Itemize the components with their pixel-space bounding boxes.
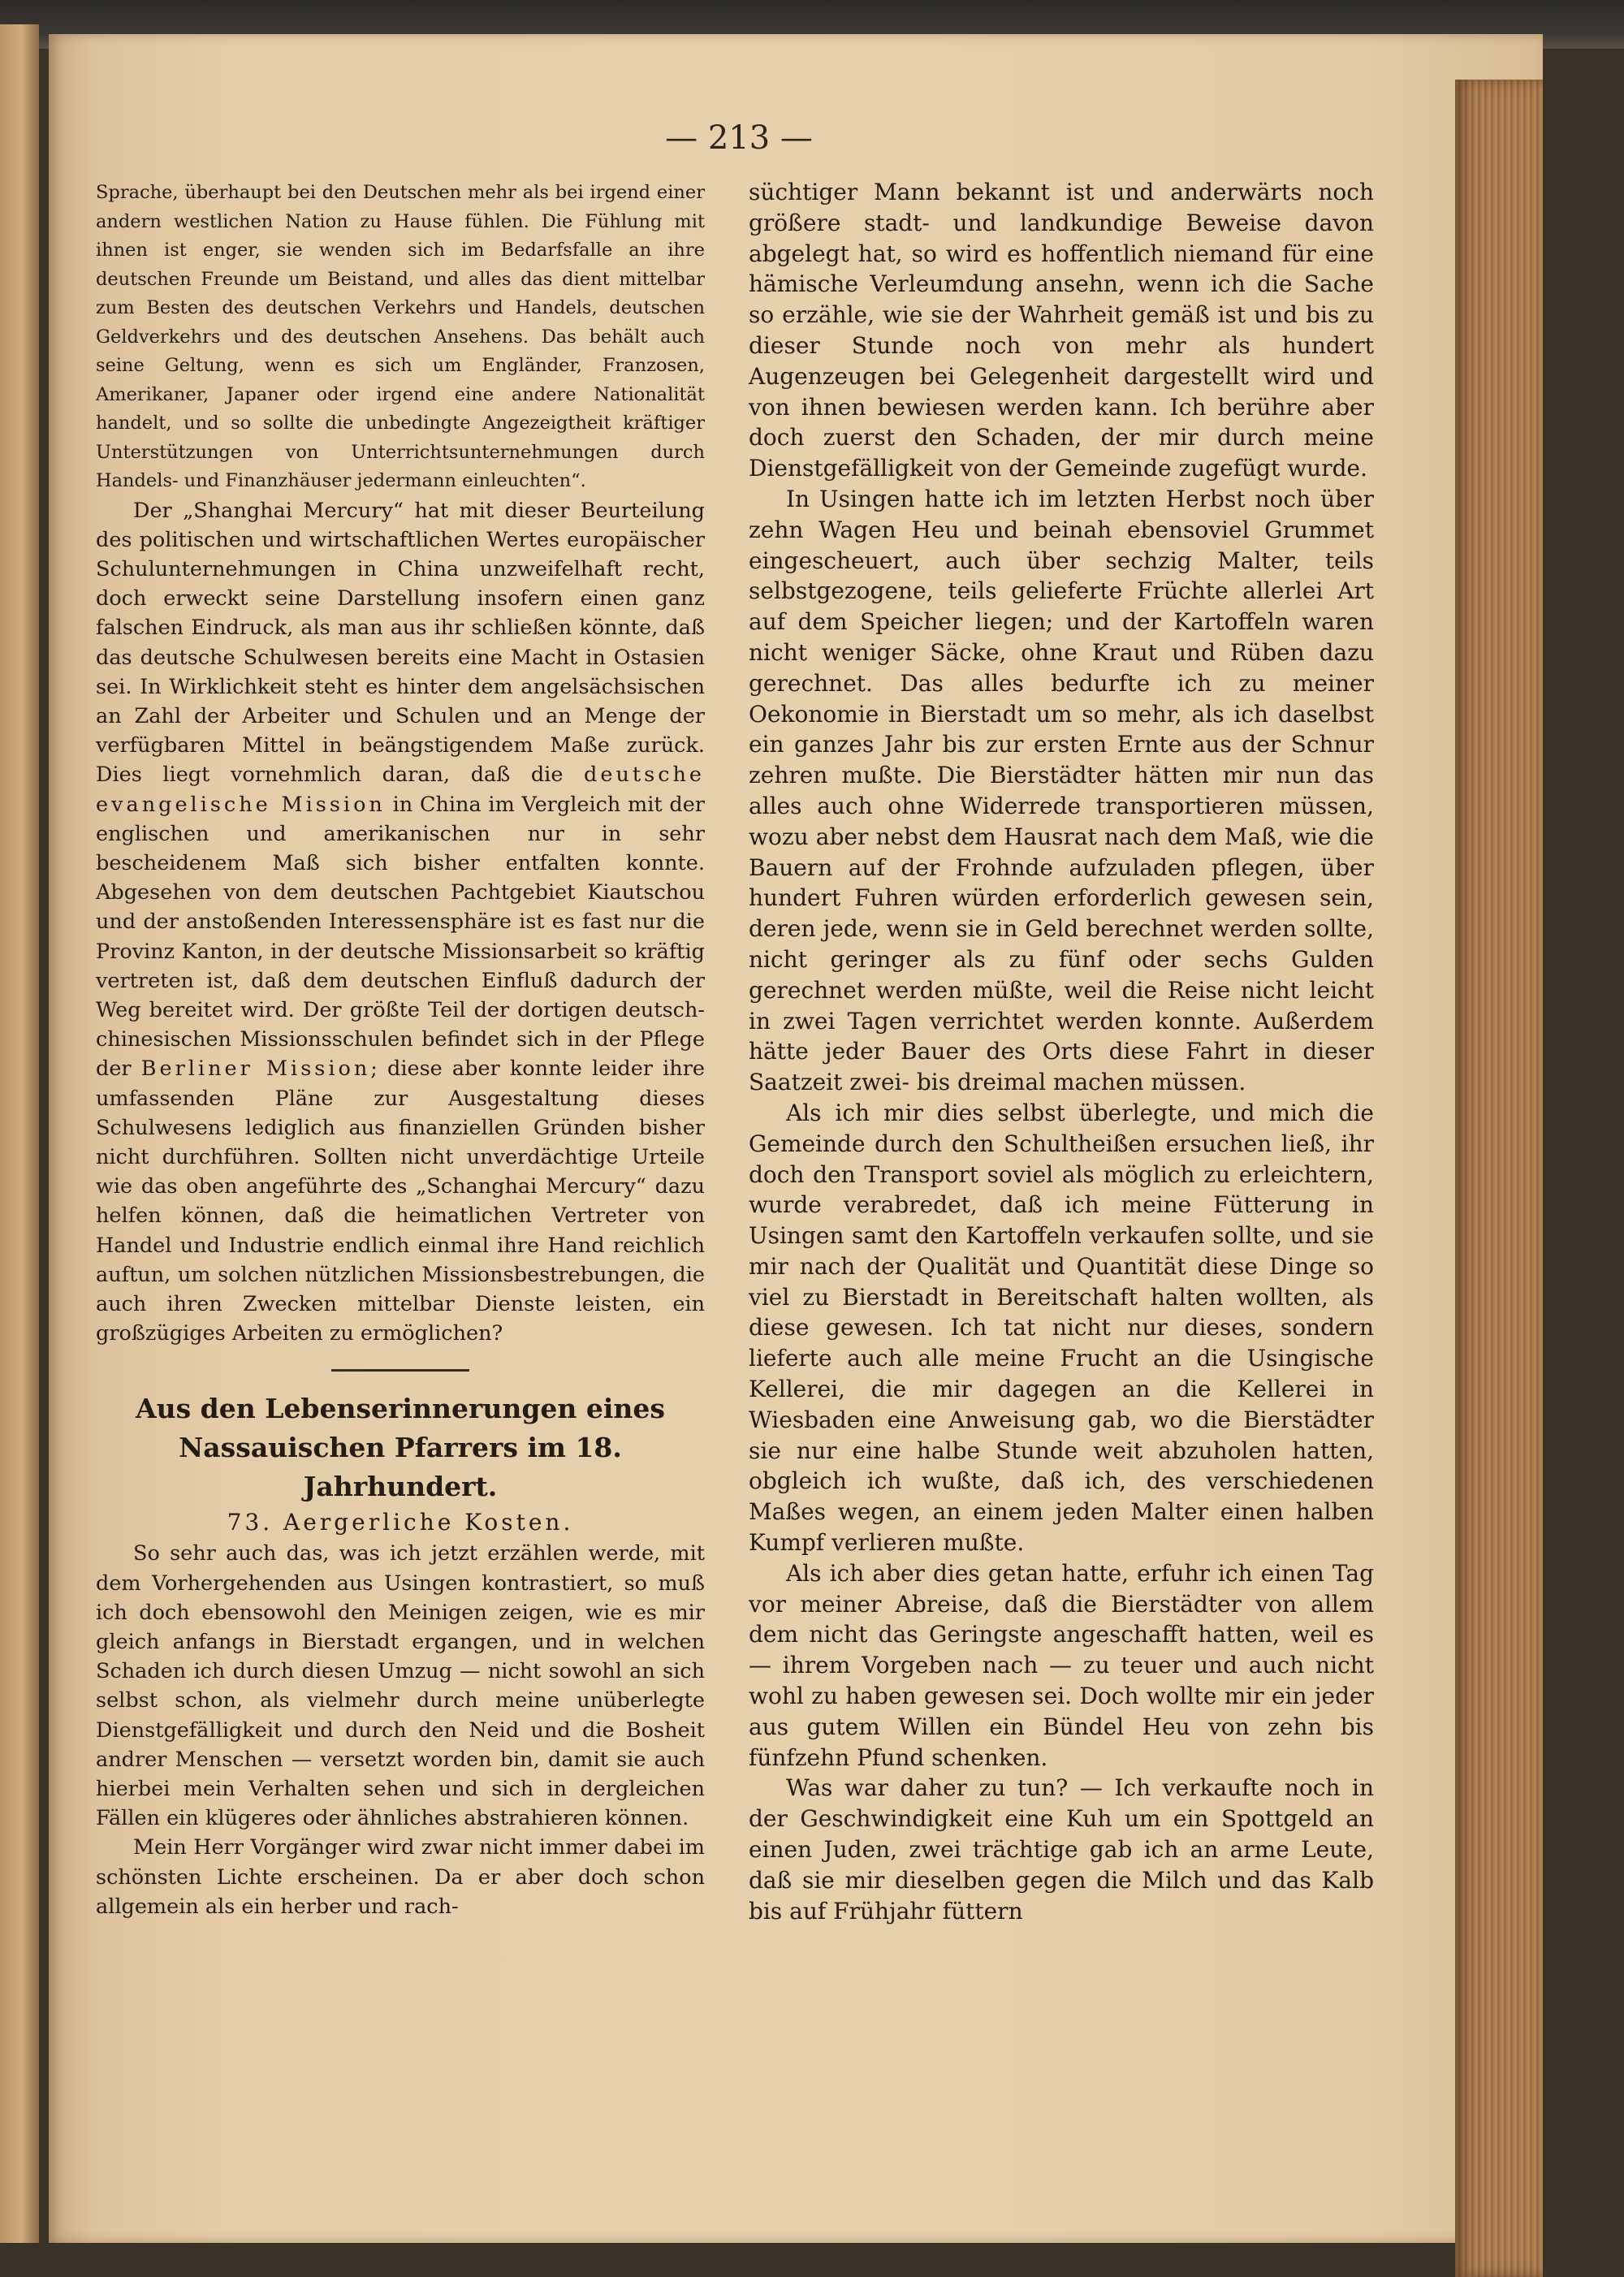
section-heading-line-1: Aus den Lebenserinnerungen eines — [136, 1393, 665, 1425]
left-paragraph-1-part-a: Der „Shanghai Mercury“ hat mit dieser Beurteilung des politischen und wirtschaftlichen Wertes europäischer Schulunternehmungen in China unzweifelhaft recht, doch erweckt seine Darstellung insofern einen ganz falschen Eindruck, als man aus ihr schließen könnte, daß das deutsche Schulwesen bereits eine Macht in Ostasien sei. In Wirklichkeit steht es hinter dem angelsächsischen an Zahl der Arbeiter und Schulen und an Menge der verfügbaren Mittel in beängstigendem Maße zurück. Dies liegt vornehmlich daran, daß die — [96, 498, 705, 788]
spaced-berliner-mission: Berliner Mission — [140, 1056, 371, 1082]
spaced-mission-term: deutsche evangelische Mission — [96, 763, 706, 817]
section-heading-line-2: Nassauischen Pfarrers im 18. Jahrhundert. — [179, 1432, 622, 1503]
right-paragraph-4: Was war daher zu tun? — Ich verkaufte noch in der Geschwindigkeit eine Kuh um ein Spottgeld an einen Juden, zwei trächtige gab ich an arme Leute, daß sie mir dieselben gegen die Milch und das Kalb bis auf Frühjahr füttern — [749, 1774, 1374, 1925]
page-number: — 213 — — [665, 119, 813, 157]
right-paragraph-2: Als ich mir dies selbst überlegte, und mich die Gemeinde durch den Schultheißen ersuchen ließ, ihr doch den Transport soviel als möglich zu erleichtern, wurde verabredet, daß ich meine Fütterung in Usingen samt den Kartoffeln verkaufen sollte, und sie mir nach der Qualität und Quantität diese Dinge so viel zu Bierstadt in Bereitschaft halten wollten, als diese gewesen. Ich tat nicht nur dieses, sondern lieferte auch alle meine Frucht an die Usingische Kellerei, die mir dagegen an die Kellerei in Wiesbaden eine Anweisung gab, wo die Bierstädter sie nur eine halbe Stunde weit abzuholen hatten, obgleich ich wußte, daß ich, des verschiedenen Maßes wegen, an einem jeden Malter einen halben Kumpf verlieren mußte. — [749, 1099, 1374, 1557]
left-paragraph-2: So sehr auch das, was ich jetzt erzählen werde, mit dem Vorhergehenden aus Usingen kontrastiert, so muß ich doch ebensowohl den Meinigen zeigen, wie es mir gleich anfangs in Bierstadt ergangen, und in welchen Schaden ich durch diesen Umzug — nicht sowohl an sich selbst schon, als vielmehr durch meine unüberlegte Dienstgefälligkeit und durch den Neid und die Bosheit andrer Menschen — versetzt worden bin, damit sie auch hierbei mein Verhalten sehen und sich in dergleichen Fällen ein klügeres oder ähnliches abstrahieren können. — [96, 1541, 705, 1831]
right-column — [749, 177, 1374, 2069]
left-column — [96, 179, 705, 2071]
right-continued-paragraph: süchtiger Mann bekannt ist und anderwärts noch größere stadt- und landkundige Beweise davon abgelegt hat, so wird es hoffentlich niemand für eine hämische Verleumdung ansehn, wenn ich die Sache so erzähle, wie sie der Wahrheit gemäß ist und bis zu dieser Stunde noch von mehr als hundert Augenzeugen bei Gelegenheit dargestellt wird und von ihnen bewiesen werden kann. Ich berühre aber doch zuerst den Schaden, der mir durch meine Dienstgefälligkeit von der Gemeinde zugefügt wurde. — [749, 179, 1374, 482]
left-page-edge — [0, 24, 39, 2243]
left-paragraph-shanghai-mercury — [96, 496, 705, 1349]
section-divider — [331, 1369, 469, 1372]
left-paragraph-3: Mein Herr Vorgänger wird zwar nicht immer dabei im schönsten Lichte erscheinen. Da er aber doch schon allgemein als ein herber und rach- — [96, 1835, 705, 1919]
left-paragraph-1-part-c: ; diese aber konnte leider ihre umfassenden Pläne zur Ausgestaltung dieses Schulwesens lediglich aus finanziellen Gründen bisher nicht durchführen. Sollten nicht unverdächtige Urteile wie das oben angeführte des „Schanghai Mercury“ dazu helfen können, daß die heimatlichen Vertreter von Handel und Industrie endlich einmal ihre Hand reichlich auftun, um solchen nützlichen Missionsbestrebungen, die auch ihren Zwecken mittelbar Dienste leisten, ein großzügiges Arbeiten zu ermöglichen? — [96, 1056, 705, 1346]
page-edges-stack — [1455, 80, 1543, 2277]
right-paragraph-1: In Usingen hatte ich im letzten Herbst noch über zehn Wagen Heu und beinah ebensoviel Grummet eingescheuert, auch über sechzig Malter, teils selbstgezogene, teils gelieferte Früchte allerlei Art auf dem Speicher liegen; und der Kartoffeln waren nicht weniger Säcke, ohne Kraut und Rüben dazu gerechnet. Das alles bedurfte ich zu meiner Oekonomie in Bierstadt um so mehr, als ich daselbst ein ganzes Jahr bis zur ersten Ernte aus der Schnur zehren mußte. Die Bierstädter hätten mir nun das alles auch ohne Widerrede transportieren müssen, wozu aber nebst dem Hausrat nach dem Maß, wie die Bauern auf der Frohnde aufzuladen pflegen, über hundert Fuhren würden erforderlich gewesen sein, deren jede, wenn sie in Geld berechnet werden sollte, nicht geringer als zu fünf oder sechs Gulden gerechnet werden müßte, weil die Reise nicht leicht in zwei Tagen verrichtet werden konnte. Außerdem hätte jeder Bauer des Orts diese Fahrt in dieser Saatzeit zwei- bis dreimal machen müssen. — [749, 485, 1374, 1096]
left-paragraph-1-part-b: in China im Vergleich mit der englischen und amerikanischen nur in sehr bescheidenem Maß sich bisher entfalten konnte. Abgesehen von dem deutschen Pachtgebiet Kiautschou und der anstoßenden Interessensphäre ist es fast nur die Provinz Kanton, in der deutsche Missionsarbeit so kräftig vertreten ist, daß dem deutschen Einfluß dadurch der Weg bereitet wird. Der größte Teil der dortigen deutsch-chinesischen Missionsschulen befindet sich in der Pflege der — [96, 792, 705, 1082]
left-continued-paragraph: Sprache, überhaupt bei den Deutschen mehr als bei irgend einer andern westlichen Nation zu Hause fühlen. Die Fühlung mit ihnen ist enger, sie wenden sich im Bedarfsfalle an ihre deutschen Freunde um Beistand, und alles das dient mittelbar zum Besten des deutschen Verkehrs und Handels, deutschen Geldverkehrs und des deutschen Ansehens. Das behält auch seine Geltung, wenn es sich um Engländer, Franzosen, Amerikaner, Japaner oder irgend eine andere Nationalität handelt, und so sollte die unbedingte Angezeigtheit kräftiger Unterstützungen von Unterrichtsunternehmungen durch Handels- und Finanzhäuser jedermann einleuchten“. — [96, 182, 705, 491]
right-paragraph-3: Als ich aber dies getan hatte, erfuhr ich einen Tag vor meiner Abreise, daß die Bierstädter von allem dem nicht das Geringste angeschafft hatten, weil es — ihrem Vorgeben nach — zu teuer und auch nicht wohl zu haben gewesen sei. Doch wollte mir ein jeder aus gutem Willen ein Bündel Heu von zehn bis fünfzehn Pfund schenken. — [749, 1559, 1374, 1771]
chapter-subheading: 73. Aergerliche Kosten. — [227, 1509, 574, 1536]
